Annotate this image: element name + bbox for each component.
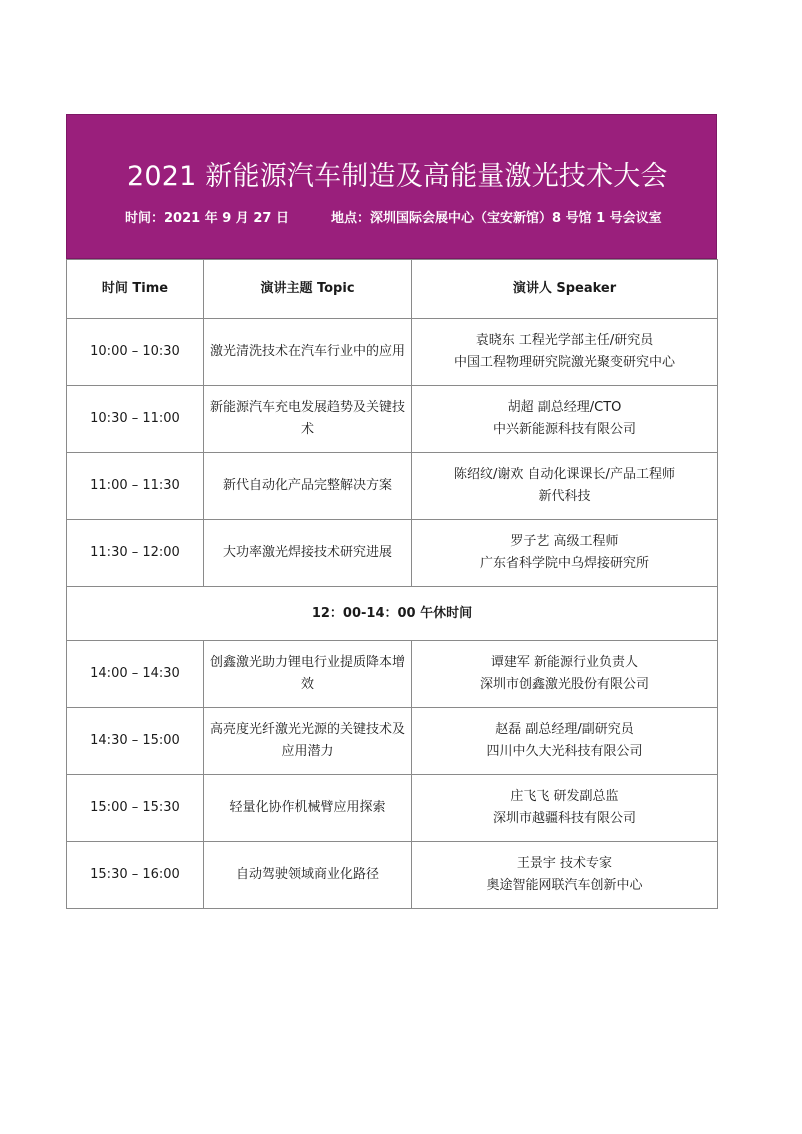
header-banner bbox=[66, 114, 717, 259]
session-speaker bbox=[412, 386, 718, 453]
speaker-organization: 新代科技 bbox=[538, 489, 591, 504]
session-topic: 创鑫激光助力锂电行业提质降本增效 bbox=[204, 641, 412, 708]
speaker-name-title: 谭建军 新能源行业负责人 bbox=[490, 655, 639, 670]
speaker-organization: 中国工程物理研究院激光聚变研究中心 bbox=[453, 355, 675, 370]
session-time: 15:30 – 16:00 bbox=[67, 842, 204, 909]
header-time: 时间 Time bbox=[67, 260, 204, 319]
agenda-table bbox=[66, 259, 718, 909]
speaker-name-title: 罗子艺 高级工程师 bbox=[510, 534, 619, 549]
table-row bbox=[67, 319, 718, 386]
table-row bbox=[67, 641, 718, 708]
lunch-break-row bbox=[67, 587, 718, 641]
speaker-organization: 中兴新能源科技有限公司 bbox=[492, 422, 636, 437]
agenda-page bbox=[66, 114, 717, 909]
event-date: 时间：2021 年 9 月 27 日 bbox=[125, 211, 289, 226]
event-location: 地点：深圳国际会展中心（宝安新馆）8 号馆 1 号会议室 bbox=[331, 211, 662, 226]
session-topic: 轻量化协作机械臂应用探索 bbox=[204, 775, 412, 842]
session-time: 11:00 – 11:30 bbox=[67, 453, 204, 520]
table-row bbox=[67, 453, 718, 520]
lunch-break-label: 12：00-14：00 午休时间 bbox=[67, 587, 718, 641]
speaker-name-title: 庄飞飞 研发副总监 bbox=[510, 789, 619, 804]
speaker-organization: 深圳市创鑫激光股份有限公司 bbox=[479, 677, 649, 692]
speaker-name-title: 赵磊 副总经理/副研究员 bbox=[495, 722, 634, 737]
session-topic: 新代自动化产品完整解决方案 bbox=[204, 453, 412, 520]
speaker-organization: 四川中久大光科技有限公司 bbox=[486, 744, 643, 759]
table-row bbox=[67, 520, 718, 587]
session-speaker bbox=[412, 453, 718, 520]
session-time: 11:30 – 12:00 bbox=[67, 520, 204, 587]
speaker-name-title: 胡超 副总经理/CTO bbox=[507, 400, 622, 415]
session-time: 10:00 – 10:30 bbox=[67, 319, 204, 386]
table-header-row bbox=[67, 260, 718, 319]
session-speaker bbox=[412, 708, 718, 775]
speaker-organization: 奥途智能网联汽车创新中心 bbox=[486, 878, 643, 893]
session-speaker bbox=[412, 842, 718, 909]
table-row bbox=[67, 386, 718, 453]
session-topic: 自动驾驶领域商业化路径 bbox=[204, 842, 412, 909]
table-row bbox=[67, 842, 718, 909]
table-row bbox=[67, 775, 718, 842]
speaker-organization: 深圳市越疆科技有限公司 bbox=[492, 811, 636, 826]
header-topic: 演讲主题 Topic bbox=[204, 260, 412, 319]
session-topic: 激光清洗技术在汽车行业中的应用 bbox=[204, 319, 412, 386]
session-time: 14:30 – 15:00 bbox=[67, 708, 204, 775]
header-speaker: 演讲人 Speaker bbox=[412, 260, 718, 319]
session-topic: 新能源汽车充电发展趋势及关键技术 bbox=[204, 386, 412, 453]
session-time: 15:00 – 15:30 bbox=[67, 775, 204, 842]
speaker-organization: 广东省科学院中乌焊接研究所 bbox=[479, 556, 649, 571]
session-speaker bbox=[412, 775, 718, 842]
session-speaker bbox=[412, 520, 718, 587]
speaker-name-title: 王景宇 技术专家 bbox=[516, 856, 613, 871]
session-speaker bbox=[412, 641, 718, 708]
session-topic: 大功率激光焊接技术研究进展 bbox=[204, 520, 412, 587]
session-time: 10:30 – 11:00 bbox=[67, 386, 204, 453]
speaker-name-title: 陈绍纹/谢欢 自动化课课长/产品工程师 bbox=[454, 467, 675, 482]
session-speaker bbox=[412, 319, 718, 386]
conference-title: 2021 新能源汽车制造及高能量激光技术大会 bbox=[127, 161, 668, 192]
session-topic: 高亮度光纤激光光源的关键技术及应用潜力 bbox=[204, 708, 412, 775]
speaker-name-title: 袁晓东 工程光学部主任/研究员 bbox=[475, 333, 654, 348]
table-row bbox=[67, 708, 718, 775]
session-time: 14:00 – 14:30 bbox=[67, 641, 204, 708]
